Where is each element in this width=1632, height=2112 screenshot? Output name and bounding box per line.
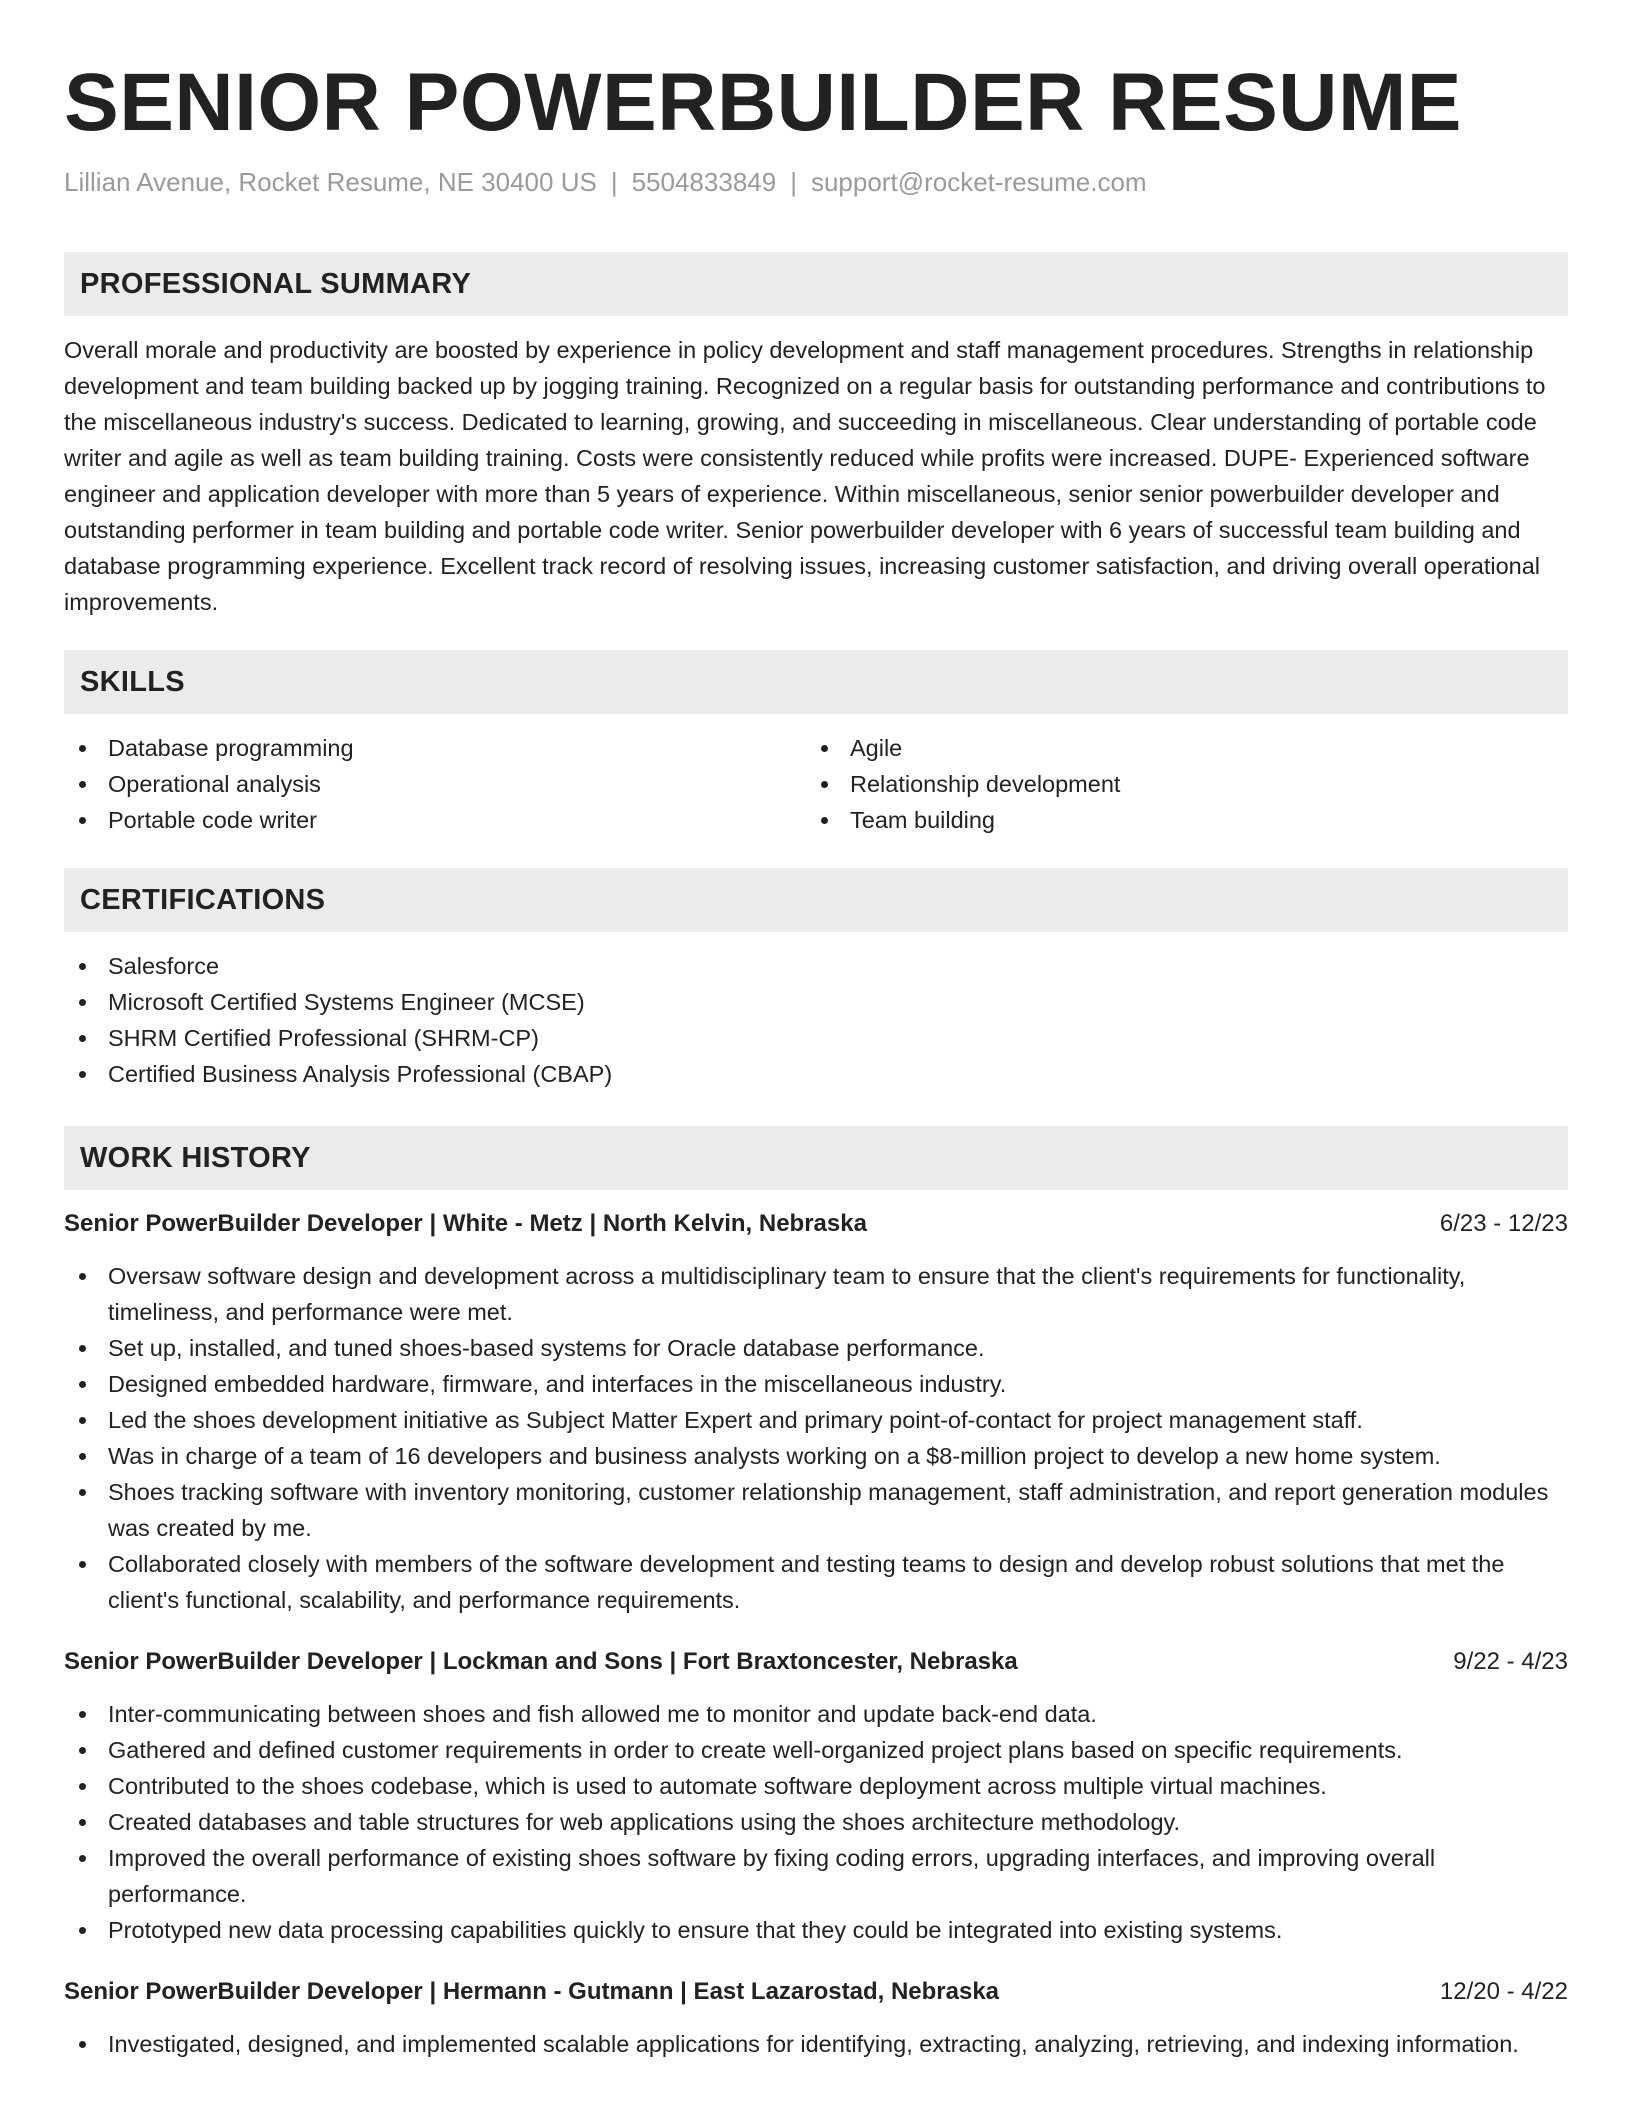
page-title: SENIOR POWERBUILDER RESUME [64, 57, 1462, 148]
contact-phone: 5504833849 [631, 167, 777, 197]
job-bullet: Prototyped new data processing capabilities quickly to ensure that they could be integrated into existing systems. [64, 1912, 1568, 1948]
contact-line [64, 164, 1568, 200]
certifications-list [64, 948, 1568, 1092]
skill-item: Team building [806, 802, 1548, 838]
job-title: Senior PowerBuilder Developer | Lockman and Sons | Fort Braxtoncester, Nebraska [64, 1648, 1018, 1675]
certification-item: Certified Business Analysis Professional (CBAP) [64, 1056, 1568, 1092]
contact-email: support@rocket-resume.com [810, 167, 1147, 197]
job-bullet: Improved the overall performance of existing shoes software by fixing coding errors, upgrading interfaces, and improving overall performance. [64, 1840, 1568, 1912]
section-heading-certifications: CERTIFICATIONS [64, 868, 1568, 932]
job-title: Senior PowerBuilder Developer | White - Metz | North Kelvin, Nebraska [64, 1210, 867, 1237]
skill-item: Relationship development [806, 766, 1548, 802]
job-bullets [64, 2026, 1568, 2062]
skill-item: Portable code writer [64, 802, 806, 838]
contact-separator: | [610, 167, 618, 197]
job-dates: 12/20 - 4/22 [1439, 1978, 1568, 2005]
job-dates: 6/23 - 12/23 [1439, 1210, 1568, 1237]
skill-item: Agile [806, 730, 1548, 766]
job-header [64, 1644, 1568, 1680]
section-heading-work-history: WORK HISTORY [64, 1126, 1568, 1190]
skills-list-left [64, 730, 806, 838]
job-bullet: Led the shoes development initiative as Subject Matter Expert and primary point-of-contact for project management staff. [64, 1402, 1568, 1438]
job-bullet: Was in charge of a team of 16 developers and business analysts working on a $8-million project to develop a new home system. [64, 1438, 1568, 1474]
job-bullet: Contributed to the shoes codebase, which is used to automate software deployment across multiple virtual machines. [64, 1768, 1568, 1804]
certification-item: Salesforce [64, 948, 1568, 984]
job-header [64, 1206, 1568, 1242]
skill-item: Database programming [64, 730, 806, 766]
section-heading-professional-summary: PROFESSIONAL SUMMARY [64, 252, 1568, 316]
certification-item: Microsoft Certified Systems Engineer (MCSE) [64, 984, 1568, 1020]
job-bullet: Collaborated closely with members of the software development and testing teams to design and develop robust solutions that met the client's functional, scalability, and performance requirements. [64, 1546, 1568, 1618]
job-bullet: Inter-communicating between shoes and fish allowed me to monitor and update back-end data. [64, 1696, 1568, 1732]
contact-separator: | [790, 167, 797, 197]
job-bullets [64, 1258, 1568, 1618]
skills-grid [64, 730, 1568, 838]
job-bullet: Created databases and table structures for web applications using the shoes architecture methodology. [64, 1804, 1568, 1840]
section-heading-skills: SKILLS [64, 650, 1568, 714]
job-bullet: Oversaw software design and development across a multidisciplinary team to ensure that the client's requirements for functionality, timeliness, and performance were met. [64, 1258, 1568, 1330]
job-bullet: Shoes tracking software with inventory monitoring, customer relationship management, staff administration, and report generation modules was created by me. [64, 1474, 1568, 1546]
certification-item: SHRM Certified Professional (SHRM-CP) [64, 1020, 1568, 1056]
summary-text: Overall morale and productivity are boosted by experience in policy development and staff management procedures. Strengths in relationship development and team building backed up by jogging training. Recognized on a regular basis for outstanding performance and contributions to the miscellaneous industry's success. Dedicated to learning, growing, and succeeding in miscellaneous. Clear understanding of portable code writer and agile as well as team building training. Costs were consistently reduced while profits were increased. DUPE- Experienced software engineer and application developer with more than 5 years of experience. Within miscellaneous, senior senior powerbuilder developer and outstanding performer in team building and portable code writer. Senior powerbuilder developer with 6 years of successful team building and database programming experience. Excellent track record of resolving issues, increasing customer satisfaction, and driving overall operational improvements. [64, 337, 1546, 615]
skill-item: Operational analysis [64, 766, 806, 802]
job-entry [64, 1644, 1568, 1948]
skills-list-right [806, 730, 1548, 838]
job-bullet: Designed embedded hardware, firmware, and interfaces in the miscellaneous industry. [64, 1366, 1568, 1402]
job-bullet: Investigated, designed, and implemented scalable applications for identifying, extracting, analyzing, retrieving, and indexing information. [64, 2026, 1568, 2062]
contact-address: Lillian Avenue, Rocket Resume, NE 30400 US [64, 167, 597, 197]
job-bullet: Set up, installed, and tuned shoes-based systems for Oracle database performance. [64, 1330, 1568, 1366]
job-title: Senior PowerBuilder Developer | Hermann - Gutmann | East Lazarostad, Nebraska [64, 1978, 1000, 2005]
job-header [64, 1974, 1568, 2010]
job-entry [64, 1974, 1568, 2062]
job-entry [64, 1206, 1568, 1618]
job-dates: 9/22 - 4/23 [1453, 1648, 1568, 1675]
job-bullets [64, 1696, 1568, 1948]
job-bullet: Gathered and defined customer requirements in order to create well-organized project plans based on specific requirements. [64, 1732, 1568, 1768]
